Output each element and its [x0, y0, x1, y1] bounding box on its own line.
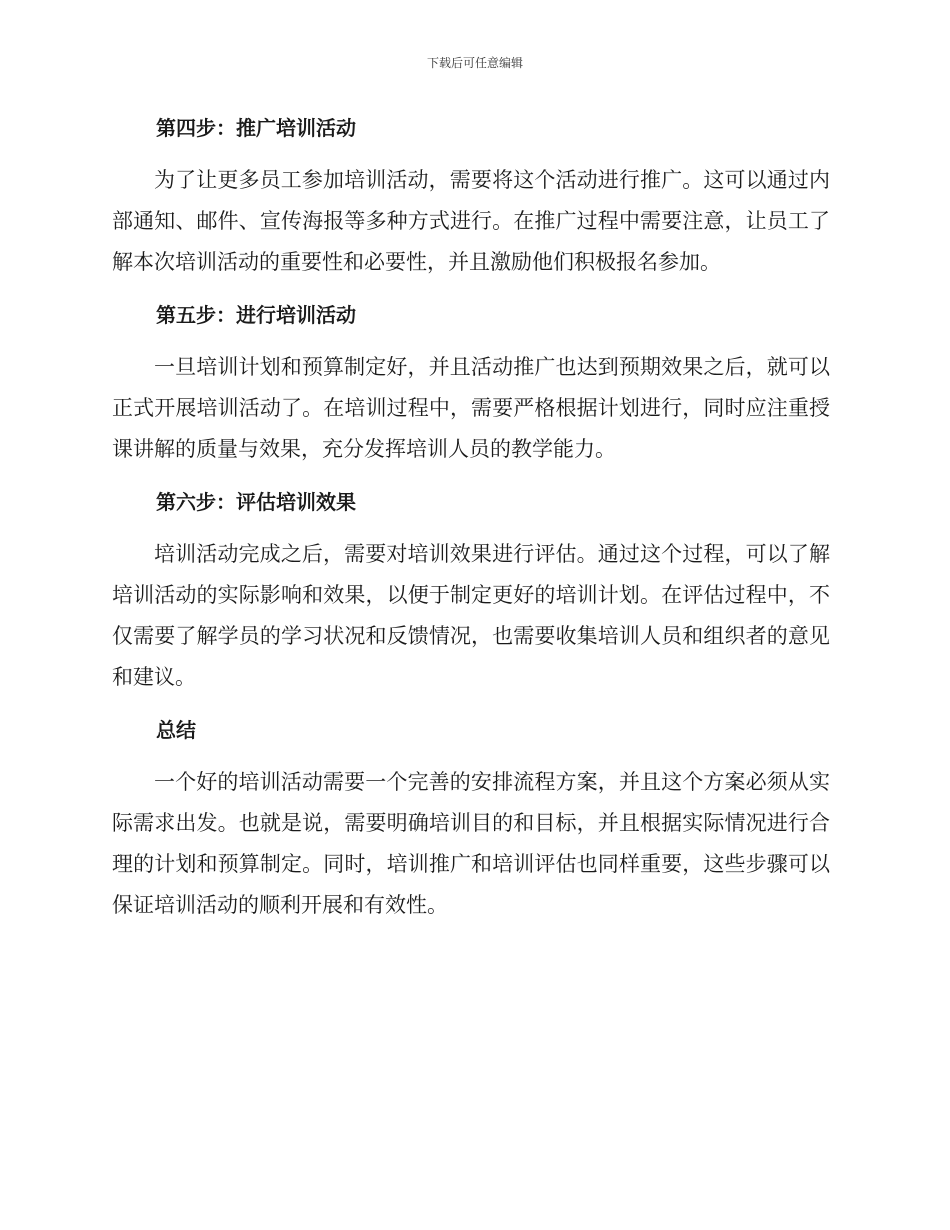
section-paragraph-step-5: 一旦培训计划和预算制定好，并且活动推广也达到预期效果之后，就可以正式开展培训活动了。在培训过程中，需要严格根据计划进行，同时应注重授课讲解的质量与效果，充分发挥培训人员的教学能力。 [112, 355, 830, 461]
section-heading-summary: 总结 [156, 718, 196, 742]
page-header: 下载后可任意编辑 [426, 56, 523, 70]
section-heading-step-5: 第五步：进行培训活动 [156, 303, 356, 327]
section-paragraph-step-4: 为了让更多员工参加培训活动，需要将这个活动进行推广。这可以通过内部通知、邮件、宣传海报等多种方式进行。在推广过程中需要注意，让员工了解本次培训活动的重要性和必要性，并且激励他们积极报名参加。 [112, 168, 830, 274]
section-paragraph-summary: 一个好的培训活动需要一个完善的安排流程方案，并且这个方案必须从实际需求出发。也就是说，需要明确培训目的和目标，并且根据实际情况进行合理的计划和预算制定。同时，培训推广和培训评估也同样重要，这些步骤可以保证培训活动的顺利开展和有效性。 [112, 770, 830, 917]
document-body [112, 108, 830, 938]
section-heading-step-6: 第六步：评估培训效果 [156, 490, 356, 514]
section-paragraph-step-6: 培训活动完成之后，需要对培训效果进行评估。通过这个过程，可以了解培训活动的实际影响和效果，以便于制定更好的培训计划。在评估过程中，不仅需要了解学员的学习状况和反馈情况，也需要收集培训人员和组织者的意见和建议。 [112, 542, 830, 689]
section-heading-step-4: 第四步：推广培训活动 [156, 116, 356, 140]
